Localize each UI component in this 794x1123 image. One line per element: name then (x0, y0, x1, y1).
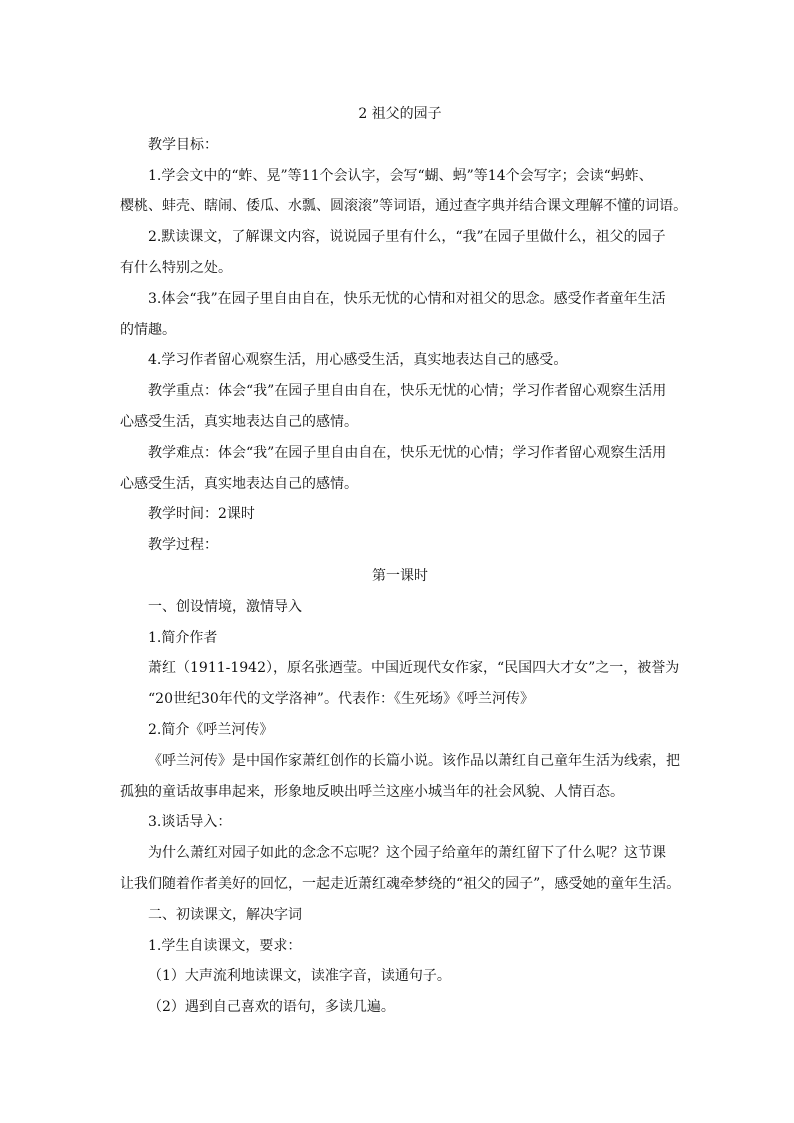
author-intro-line-2: “20世纪30年代的文学洛神”。代表作：《生死场》《呼兰河传》 (148, 691, 534, 708)
lesson-title: 2 祖父的园子 (358, 106, 442, 122)
teaching-process-heading: 教学过程： (148, 537, 218, 554)
objective-4: 4.学习作者留心观察生活，用心感受生活，真实地表达自己的感受。 (148, 352, 568, 369)
objective-1-line-1: 1.学会文中的“蚱、晃”等11个会认字，会写“蝴、蚂”等14个会写字；会读“蚂蚱、 (148, 167, 653, 184)
objectives-heading: 教学目标： (148, 136, 218, 153)
book-intro-line-1: 《呼兰河传》是中国作家萧红创作的长篇小说。该作品以萧红自己童年生活为线索，把 (148, 752, 680, 769)
talk-intro-line-2: 让我们随着作者美好的回忆，一起走近萧红魂牵梦绕的“祖父的园子”，感受她的童年生活。 (120, 875, 681, 892)
section-2-heading: 二、初读课文，解决字词 (148, 906, 302, 923)
author-intro-line-1: 萧红（1911-1942），原名张迺莹。中国近现代女作家，“民国四大才女”之一，被誉为 (148, 660, 680, 677)
self-reading-heading: 1.学生自读课文，要求： (148, 937, 302, 954)
difficulties-line-2: 心感受生活，真实地表达自己的感情。 (120, 475, 358, 492)
key-points-line-1: 教学重点：体会“我”在园子里自由自在，快乐无忧的心情；学习作者留心观察生活用 (148, 383, 667, 400)
teaching-time: 教学时间：2课时 (148, 506, 255, 523)
objective-1-line-2: 樱桃、蚌壳、瞎闹、倭瓜、水瓢、圆滚滚”等词语，通过查字典并结合课文理解不懂的词语。 (120, 198, 688, 215)
talk-intro-line-1: 为什么萧红对园子如此的念念不忘呢？这个园子给童年的萧红留下了什么呢？这节课 (148, 845, 666, 862)
key-points-line-2: 心感受生活，真实地表达自己的感情。 (120, 413, 358, 430)
objective-2-line-1: 2.默读课文，了解课文内容，说说园子里有什么，“我”在园子里做什么，祖父的园子 (148, 229, 666, 246)
requirement-1: （1）大声流利地读课文，读准字音，读通句子。 (148, 968, 451, 985)
requirement-2: （2）遇到自己喜欢的语句，多读几遍。 (148, 999, 395, 1016)
objective-3-line-1: 3.体会“我”在园子里自由自在，快乐无忧的心情和对祖父的思念。感受作者童年生活 (148, 290, 666, 307)
section-1-heading: 一、创设情境，激情导入 (148, 598, 302, 615)
first-lesson-heading: 第一课时 (372, 567, 428, 584)
objective-3-line-2: 的情趣。 (120, 321, 176, 338)
difficulties-line-1: 教学难点：体会“我”在园子里自由自在，快乐无忧的心情；学习作者留心观察生活用 (148, 444, 667, 461)
document-body (120, 99, 688, 1023)
talk-intro-heading: 3.谈话导入： (148, 814, 232, 831)
objective-2-line-2: 有什么特别之处。 (120, 259, 232, 276)
author-intro-heading: 1.简介作者 (148, 629, 218, 646)
book-intro-heading: 2.简介《呼兰河传》 (148, 721, 274, 738)
book-intro-line-2: 孤独的童话故事串起来，形象地反映出呼兰这座小城当年的社会风貌、人情百态。 (120, 783, 624, 800)
